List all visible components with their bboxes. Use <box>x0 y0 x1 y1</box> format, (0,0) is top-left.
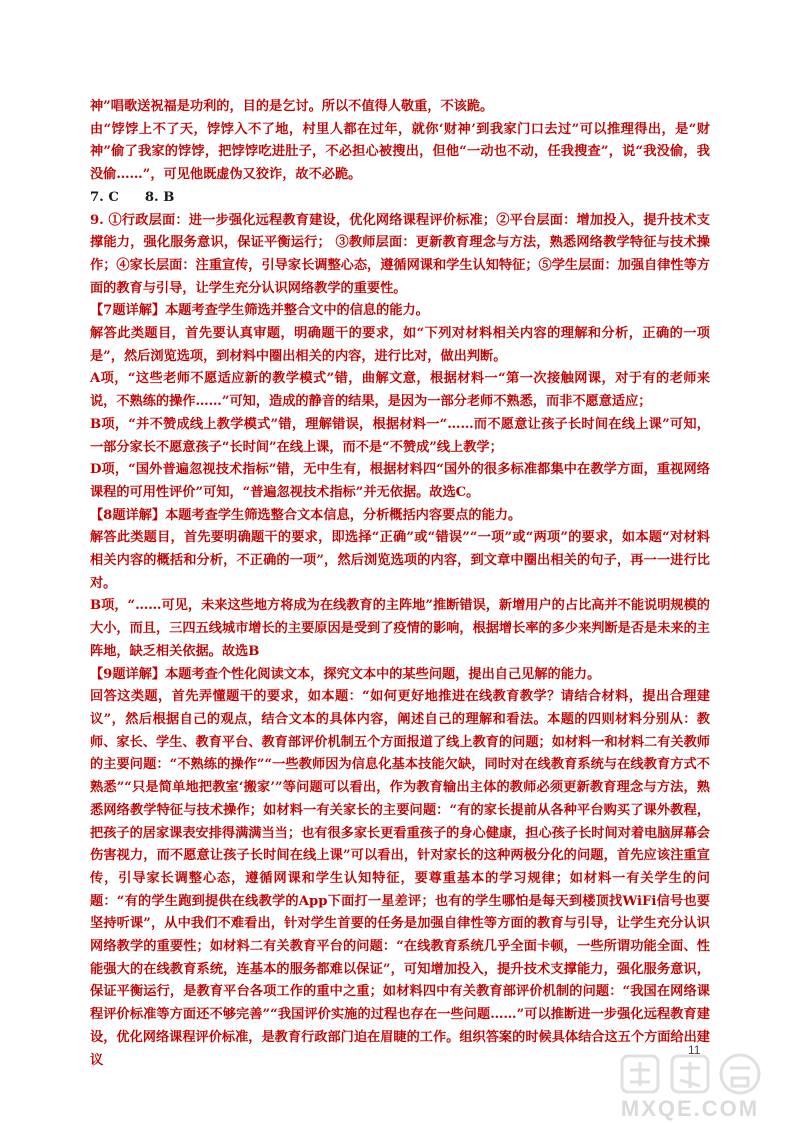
watermark-text: MXQE.COM <box>620 1096 760 1121</box>
answer-8: 8. B <box>144 189 175 205</box>
answer-7: 7. C <box>90 189 119 205</box>
answer-explanation-page <box>90 96 710 1072</box>
paragraph: 解答此类题目，首先要明确题干的要求，即选择“正确”或“错误”“一项”或“两项”的要求，如本题“对材料相关内容的概括和分析，不正确的一项”，然后浏览选项的内容，到文章中圈出相关的句子，再一一进行比对。 <box>90 530 710 591</box>
paragraph: 9. ①行政层面：进一步强化远程教育建设，优化网络课程评价标准；②平台层面：增加投入，提升技术支撑能力，强化服务意识，保证平衡运行； ③教师层面：更新教育理念与方法，熟悉网络教学特征与技术操作；④家长层面：注重宣传，引导家长调整心态，遵循网课和学生认知特征；⑤学生层面：加强自律性等方面的教育与引导，让学生充分认识网络教学的重要性。 <box>90 212 710 296</box>
answer-key-line <box>90 187 710 210</box>
paragraph: 神”唱歌送祝福是功利的，目的是乞讨。所以不值得人敬重，不该跪。 <box>90 99 494 114</box>
paragraph: 由“饽饽上不了天，饽饽入不了地，村里人都在过年，就你‘财神’到我家门口去过”可以推理得出，是“财神”偷了我家的饽饽，把饽饽吃进肚子，不必担心被搜出，但他“一动也不动，任我搜查”，说“我没偷，我没偷……”，可见他既虚伪又狡诈，故不必跪。 <box>90 121 710 183</box>
paragraph: B项，“……可见，未来这些地方将成为在线教育的主阵地”推断错误，新增用户的占比高并不能说明规模的大小，而且，三四五线城市增长的主要原因是受到了疫情的影响，根据增长率的多少来判断是否是未来的主阵地，缺乏相关依据。故选B <box>90 598 710 659</box>
paragraph: A项，“这些老师不愿适应新的教学模式”错，曲解文意，根据材料一“第一次接触网课，对于有的老师来说，不熟练的操作……”可知，造成的静音的结果，是因为一部分老师不熟悉，而非不愿意适应； <box>90 371 710 410</box>
site-watermark <box>600 1050 780 1122</box>
paragraph: 回答这类题，首先弄懂题干的要求，如本题：“如何更好地推进在线教育教学？请结合材料，提出合理建议”，然后根据自己的观点，结合文本的具体内容，阐述自己的理解和看法。本题的四则材料分别从：教师、家长、学生、教育平台、教育部评价机制五个方面报道了线上教育的问题；如材料一和材料二有关教师的主要问题：“不熟练的操作”“一些教师因为信息化基本技能欠缺，同时对在线教育系统与在线教育方式不熟悉”“只是简单地把教室‘搬家’”等问题可以看出，作为教育输出主体的教师必须更新教育理念与方法，熟悉网络教学特征与技术操作；如材料一有关家长的主要问题：“有的家长提前从各种平台购买了课外教程，把孩子的居家课表安排得满满当当；也有很多家长更看重孩子的身心健康，担心孩子长时间对着电脑屏幕会伤害视力，而不愿意让孩子长时间在线上课”可以看出，针对家长的这种两极分化的问题，首先应该注重宣传，引导家长调整心态，遵循网课和学生认知特征，要尊重基本的学习规律；如材料一有关学生的问题：“有的学生跑到提供在线教学的App下面打一星差评；也有的学生哪怕是每天到楼顶找WiFi信号也要坚持听课”，从中我们不难看出，针对学生首要的任务是加强自律性等方面的教育与引导，让学生充分认识网络教学的重要性；如材料二有关教育平台的问题：“在线教育系统几乎全面卡顿，一些所谓功能全面、性能强大的在线教育系统，连基本的服务都难以保证”，可知增加投入，提升技术支撑能力，强化服务意识，保证平衡运行，是教育平台各项工作的重中之重；如材料四中有关教育部评价机制的问题：“我国在网络课程评价标准等方面还不够完善”“我国评价实施的过程也存在一些问题……”可以推断进一步强化远程教育建设，优化网络课程评价标准，是教育行政部门迫在眉睫的工作。组织答案的时候具体结合这五个方面给出建议 <box>90 689 710 1068</box>
page-number: 11 <box>688 1043 701 1057</box>
paragraph: D项，“国外普遍忽视技术指标”错，无中生有，根据材料四“国外的很多标准都集中在教学方面，重视网络课程的可用性评价”可知，“普遍忽视技术指标”并无依据。故选C。 <box>90 462 710 500</box>
section-heading-9: 【9题详解】本题考查个性化阅读文本，探究文本中的某些问题，提出自己见解的能力。 <box>90 666 601 682</box>
paragraph: 解答此类题目，首先要认真审题，明确题干的要求，如“下列对材料相关内容的理解和分析，正确的一项是”，然后浏览选项，到材料中圈出相关的内容，进行比对，做出判断。 <box>90 326 710 364</box>
section-heading-7: 【7题详解】本题考查学生筛选并整合文中的信息的能力。 <box>90 303 429 319</box>
paragraph: B项，“并不赞成线上教学模式”错，理解错误，根据材料一“……而不愿意让孩子长时间在线上课”可知，一部分家长不愿意孩子“长时间”在线上课，而不是“不赞成”线上教学； <box>90 416 710 455</box>
watermark-logo-icon <box>618 1050 768 1098</box>
section-heading-8: 【8题详解】本题考查学生筛选整合文本信息，分析概括内容要点的能力。 <box>90 507 522 523</box>
